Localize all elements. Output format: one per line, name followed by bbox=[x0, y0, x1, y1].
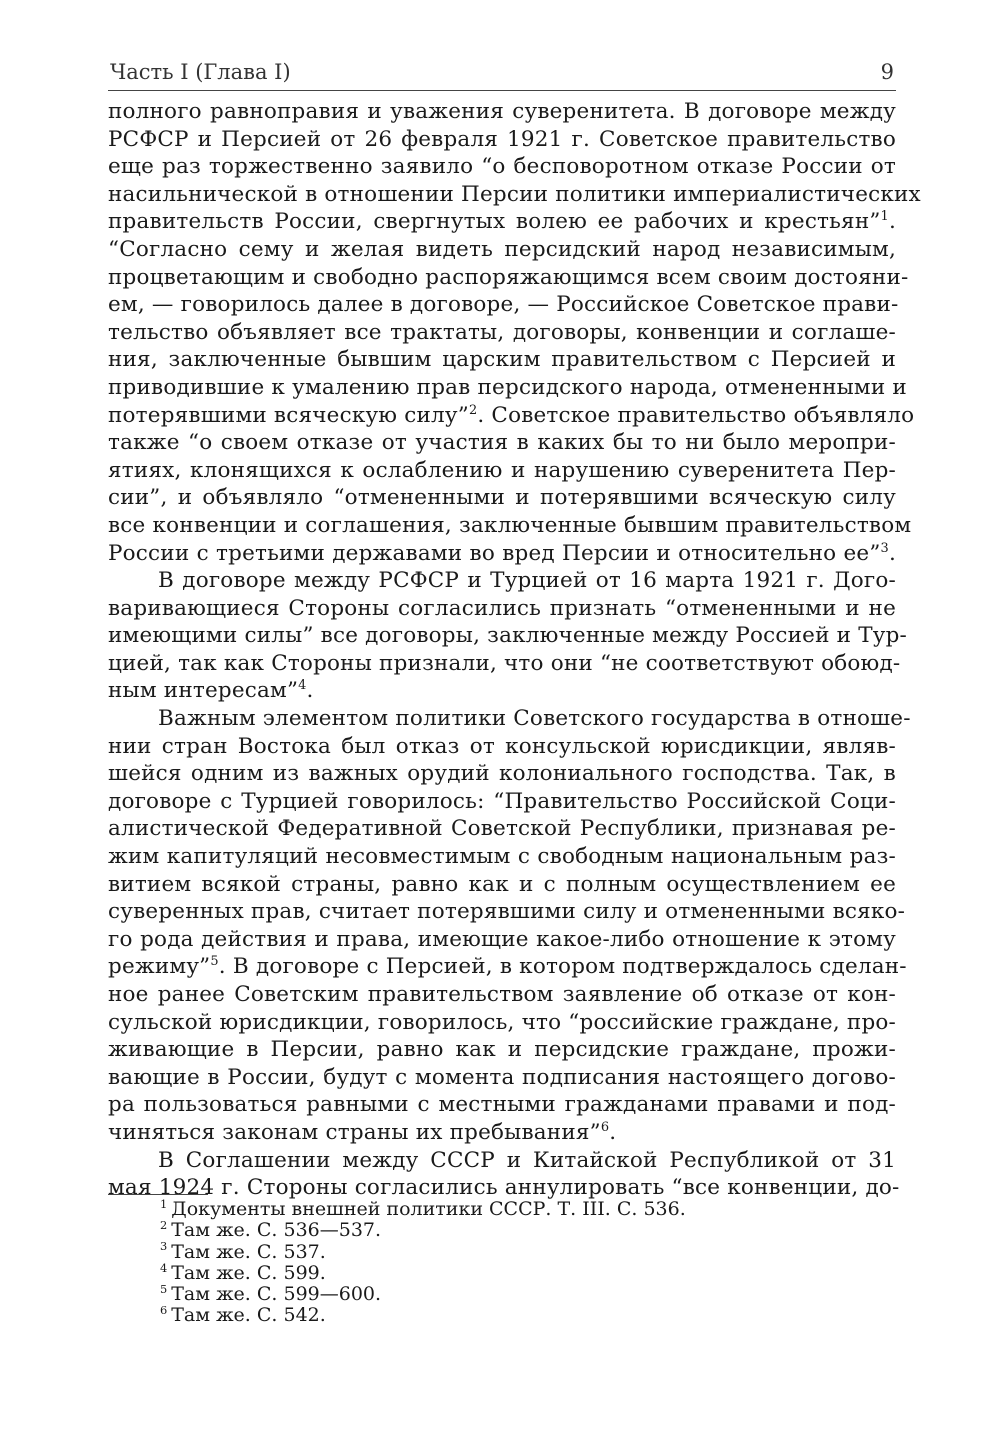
text-line: Важным элементом политики Советского государства в отноше- bbox=[158, 706, 911, 732]
text-line: РСФСР и Персией от 26 февраля 1921 г. Советское правительство bbox=[108, 126, 896, 152]
text-line: насильнической в отношении Персии политики империалистических bbox=[108, 181, 921, 207]
text-line: имеющими силы” все договоры, заключенные между Россией и Тур- bbox=[108, 623, 908, 649]
text-line: В Соглашении между СССР и Китайской Республикой от 31 bbox=[158, 1147, 896, 1173]
text-line: вающие в России, будут с момента подписания настоящего догово- bbox=[108, 1064, 896, 1090]
text-line: го рода действия и права, имеющие какое-либо отношение к этому bbox=[108, 926, 896, 952]
footnote bbox=[160, 1281, 900, 1306]
footnote-text: Там же. С. 542. bbox=[171, 1304, 326, 1327]
text-line: ное ранее Советским правительством заявление об отказе от кон- bbox=[108, 982, 896, 1007]
footnote-text: Документы внешней политики СССР. Т. III. С. 536. bbox=[171, 1198, 686, 1220]
text-line: “Согласно сему и желая видеть персидский народ независимым, bbox=[108, 236, 896, 262]
page-number: 9 bbox=[880, 60, 894, 84]
footnote-text: Там же. С. 599. bbox=[171, 1261, 326, 1284]
text-line: процветающим и свободно распоряжающимся всем своим достояни- bbox=[108, 264, 909, 290]
text-line: ния, заключенные бывшим царским правительством с Персией и bbox=[108, 347, 896, 373]
footnote bbox=[160, 1260, 900, 1284]
text-line: ным интересам”$^4$. bbox=[108, 678, 314, 704]
footnote-number: 2 bbox=[160, 1217, 168, 1232]
footnote bbox=[160, 1305, 900, 1326]
footnote bbox=[160, 1196, 900, 1220]
text-line: варивающиеся Стороны согласились признать “отмененными и не bbox=[108, 595, 896, 621]
footnotes bbox=[160, 1196, 900, 1327]
text-line: ятиях, клонящихся к ослаблению и нарушению суверенитета Пер- bbox=[108, 457, 896, 483]
text-line: жим капитуляций несовместимым с свободным национальным раз- bbox=[108, 844, 896, 870]
main-text bbox=[108, 98, 921, 1202]
text-line: потерявшими всяческую силу”$^2$. Советское правительство объявляло bbox=[108, 402, 915, 428]
text-line: полного равноправия и уважения суверенитета. В договоре между bbox=[108, 99, 896, 124]
text-line: живающие в Персии, равно как и персидские граждане, прожи- bbox=[108, 1037, 896, 1063]
footnote bbox=[160, 1239, 900, 1263]
footnote-text: Там же. С. 536—537. bbox=[171, 1219, 382, 1242]
footnote bbox=[160, 1217, 900, 1242]
text-line: нии стран Востока был отказ от консульской юрисдикции, являв- bbox=[108, 733, 896, 759]
text-line: В договоре между РСФСР и Турцией от 16 марта 1921 г. Дого- bbox=[158, 568, 896, 594]
text-line: тельство объявляет все трактаты, договоры, конвенции и соглаше- bbox=[108, 319, 896, 345]
text-line: правительств России, свергнутых волею ее рабочих и крестьян”$^1$. bbox=[108, 209, 896, 235]
text-line: сии”, и объявляло “отмененными и потерявшими всяческую силу bbox=[108, 485, 896, 511]
footnote-separator bbox=[108, 1194, 208, 1195]
footnote-ref: 2 bbox=[468, 402, 478, 418]
text-line: сульской юрисдикции, говорилось, что “российские граждане, про- bbox=[108, 1009, 897, 1035]
text-line: России с третьими державами во вред Персии и относительно ее”$^3$. bbox=[108, 540, 896, 566]
text-line: мая 1924 г. Стороны согласились аннулировать “все конвенции, до- bbox=[108, 1175, 900, 1201]
text-line: все конвенции и соглашения, заключенные бывшим правительством bbox=[108, 512, 912, 538]
footnote-text: Там же. С. 599—600. bbox=[171, 1283, 382, 1306]
footnote-number: 5 bbox=[160, 1281, 168, 1296]
text-line: ем, — говорилось далее в договоре, — Российское Советское прави- bbox=[108, 292, 899, 318]
text-line: шейся одним из важных орудий колониального господства. Так, в bbox=[108, 761, 896, 787]
text-line: чиняться законам страны их пребывания”$^6$. bbox=[108, 1119, 617, 1145]
section-title: Часть I (Глава I) bbox=[110, 60, 291, 84]
text-line: ра пользоваться равными с местными гражданами правами и под- bbox=[108, 1092, 896, 1118]
footnote-ref: 1 bbox=[880, 209, 889, 225]
footnote-number: 1 bbox=[160, 1196, 168, 1211]
text-line: приводившие к умалению прав персидского народа, отмененными и bbox=[108, 374, 907, 400]
footnote-text: Там же. С. 537. bbox=[171, 1240, 326, 1263]
text-line: алистической Федеративной Советской Республики, признавая ре- bbox=[108, 816, 896, 842]
text-line: еще раз торжественно заявило “о бесповоротном отказе России от bbox=[108, 154, 896, 180]
text-line: режиму”$^5$. В договоре с Персией, в котором подтверждалось сделан- bbox=[108, 954, 907, 980]
running-header bbox=[108, 60, 896, 91]
text-line: цией, так как Стороны признали, что они “не соответствуют обоюд- bbox=[108, 650, 901, 676]
footnote-number: 6 bbox=[160, 1303, 168, 1318]
footnote-ref: 5 bbox=[210, 954, 219, 970]
footnote-ref: 3 bbox=[880, 540, 889, 556]
footnote-ref: 6 bbox=[600, 1119, 610, 1135]
text-line: также “о своем отказе от участия в каких бы то ни было меропри- bbox=[108, 430, 896, 456]
text-line: суверенных прав, считает потерявшими силу и отмененными всяко- bbox=[108, 899, 906, 925]
footnote-ref: 4 bbox=[298, 678, 307, 694]
footnote-number: 3 bbox=[160, 1239, 168, 1254]
text-line: договоре с Турцией говорилось: “Правительство Российской Соци- bbox=[108, 788, 896, 814]
text-line: витием всякой страны, равно как и с полным осуществлением ее bbox=[108, 871, 896, 897]
footnote-number: 4 bbox=[160, 1260, 168, 1275]
